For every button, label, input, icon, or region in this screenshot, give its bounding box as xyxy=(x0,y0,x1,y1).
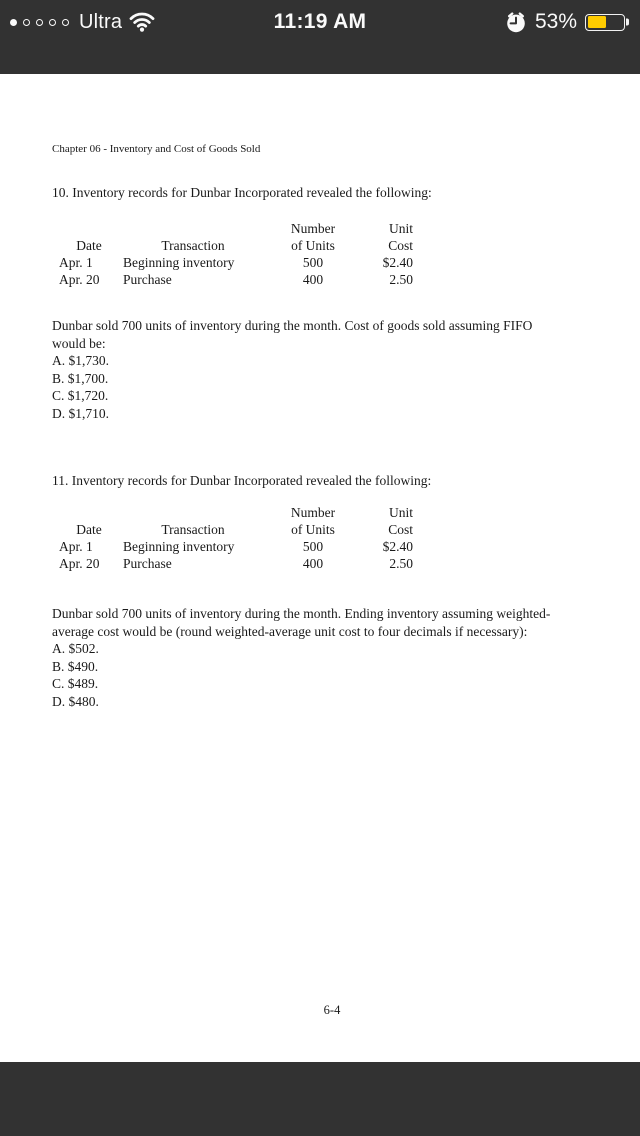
signal-dot xyxy=(49,19,56,26)
table-cell: 2.50 xyxy=(389,556,413,571)
wifi-icon xyxy=(129,12,155,32)
question-body-line: Dunbar sold 700 units of inventory during the month. Cost of goods sold assuming FIFO xyxy=(52,318,533,333)
status-bar xyxy=(0,0,640,44)
battery-nub xyxy=(626,19,629,26)
table-cell xyxy=(123,220,263,237)
table-cell: of Units xyxy=(291,238,335,253)
status-bar-left xyxy=(10,11,155,34)
table-cell: Apr. 1 xyxy=(59,255,93,270)
answer-option: B. $1,700. xyxy=(52,370,109,386)
inventory-table-q10 xyxy=(55,220,433,288)
signal-dot xyxy=(62,19,69,26)
clock-label: 11:19 AM xyxy=(273,10,367,33)
table-header-row-top xyxy=(55,504,433,521)
table-cell: Unit xyxy=(388,505,413,520)
chapter-header: Chapter 06 - Inventory and Cost of Goods Sold xyxy=(52,143,261,155)
table-cell xyxy=(55,504,123,521)
table-cell: 500 xyxy=(302,255,324,270)
table-cell: Purchase xyxy=(123,272,172,287)
table-cell: of Units xyxy=(291,522,335,537)
table-row xyxy=(55,555,433,572)
battery-percent-label: 53% xyxy=(534,10,577,33)
table-row xyxy=(55,271,433,288)
cellular-signal-icon xyxy=(10,19,69,26)
question-body-line: average cost would be (round weighted-average unit cost to four decimals if necessary): xyxy=(52,623,528,639)
answer-option: C. $489. xyxy=(52,676,99,691)
table-row xyxy=(55,538,433,555)
table-row xyxy=(55,254,433,271)
table-cell: 2.50 xyxy=(389,272,413,287)
answer-option: D. $480. xyxy=(52,693,99,709)
question-10-body xyxy=(52,317,532,422)
table-cell: $2.40 xyxy=(382,539,413,554)
table-cell: Cost xyxy=(388,238,413,253)
status-bar-right xyxy=(505,10,630,34)
table-cell: 400 xyxy=(302,556,324,571)
table-cell: Cost xyxy=(388,522,413,537)
document-page[interactable] xyxy=(0,74,640,1062)
table-cell: Apr. 20 xyxy=(59,556,100,571)
alarm-icon xyxy=(505,11,527,34)
question-11-label: 11. Inventory records for Dunbar Incorporated revealed the following: xyxy=(52,473,432,488)
table-header-row-bottom xyxy=(55,237,433,254)
table-cell: 400 xyxy=(302,272,324,287)
table-cell: Transaction xyxy=(161,522,225,537)
answer-option: B. $490. xyxy=(52,658,99,674)
table-cell: Apr. 1 xyxy=(59,539,93,554)
answer-option: A. $1,730. xyxy=(52,353,109,368)
table-cell: 500 xyxy=(302,539,324,554)
answer-option: A. $502. xyxy=(52,641,99,656)
table-cell: Number xyxy=(290,221,336,236)
table-cell: $2.40 xyxy=(382,255,413,270)
table-cell: Beginning inventory xyxy=(123,255,235,270)
table-cell: Purchase xyxy=(123,556,172,571)
signal-dot xyxy=(10,19,17,26)
table-cell: Transaction xyxy=(161,238,225,253)
battery-fill xyxy=(588,16,607,28)
question-body-line: would be: xyxy=(52,335,106,351)
page-number: 6-4 xyxy=(323,1003,341,1017)
table-cell: Date xyxy=(76,238,102,253)
table-cell: Apr. 20 xyxy=(59,272,100,287)
table-cell: Number xyxy=(290,505,336,520)
battery-icon xyxy=(585,14,625,31)
answer-option: D. $1,710. xyxy=(52,405,109,421)
table-header-row-bottom xyxy=(55,521,433,538)
signal-dot xyxy=(36,19,43,26)
answer-option: C. $1,720. xyxy=(52,388,109,403)
table-header-row-top xyxy=(55,220,433,237)
inventory-table-q11 xyxy=(55,504,433,572)
carrier-label: Ultra xyxy=(79,10,123,33)
signal-dot xyxy=(23,19,30,26)
question-10-label: 10. Inventory records for Dunbar Incorporated revealed the following: xyxy=(52,185,432,200)
table-cell xyxy=(55,220,123,237)
table-cell: Beginning inventory xyxy=(123,539,235,554)
question-11-body xyxy=(52,605,550,710)
table-cell xyxy=(123,504,263,521)
question-body-line: Dunbar sold 700 units of inventory during the month. Ending inventory assuming weighted- xyxy=(52,606,551,621)
table-cell: Date xyxy=(76,522,102,537)
table-cell: Unit xyxy=(388,221,413,236)
